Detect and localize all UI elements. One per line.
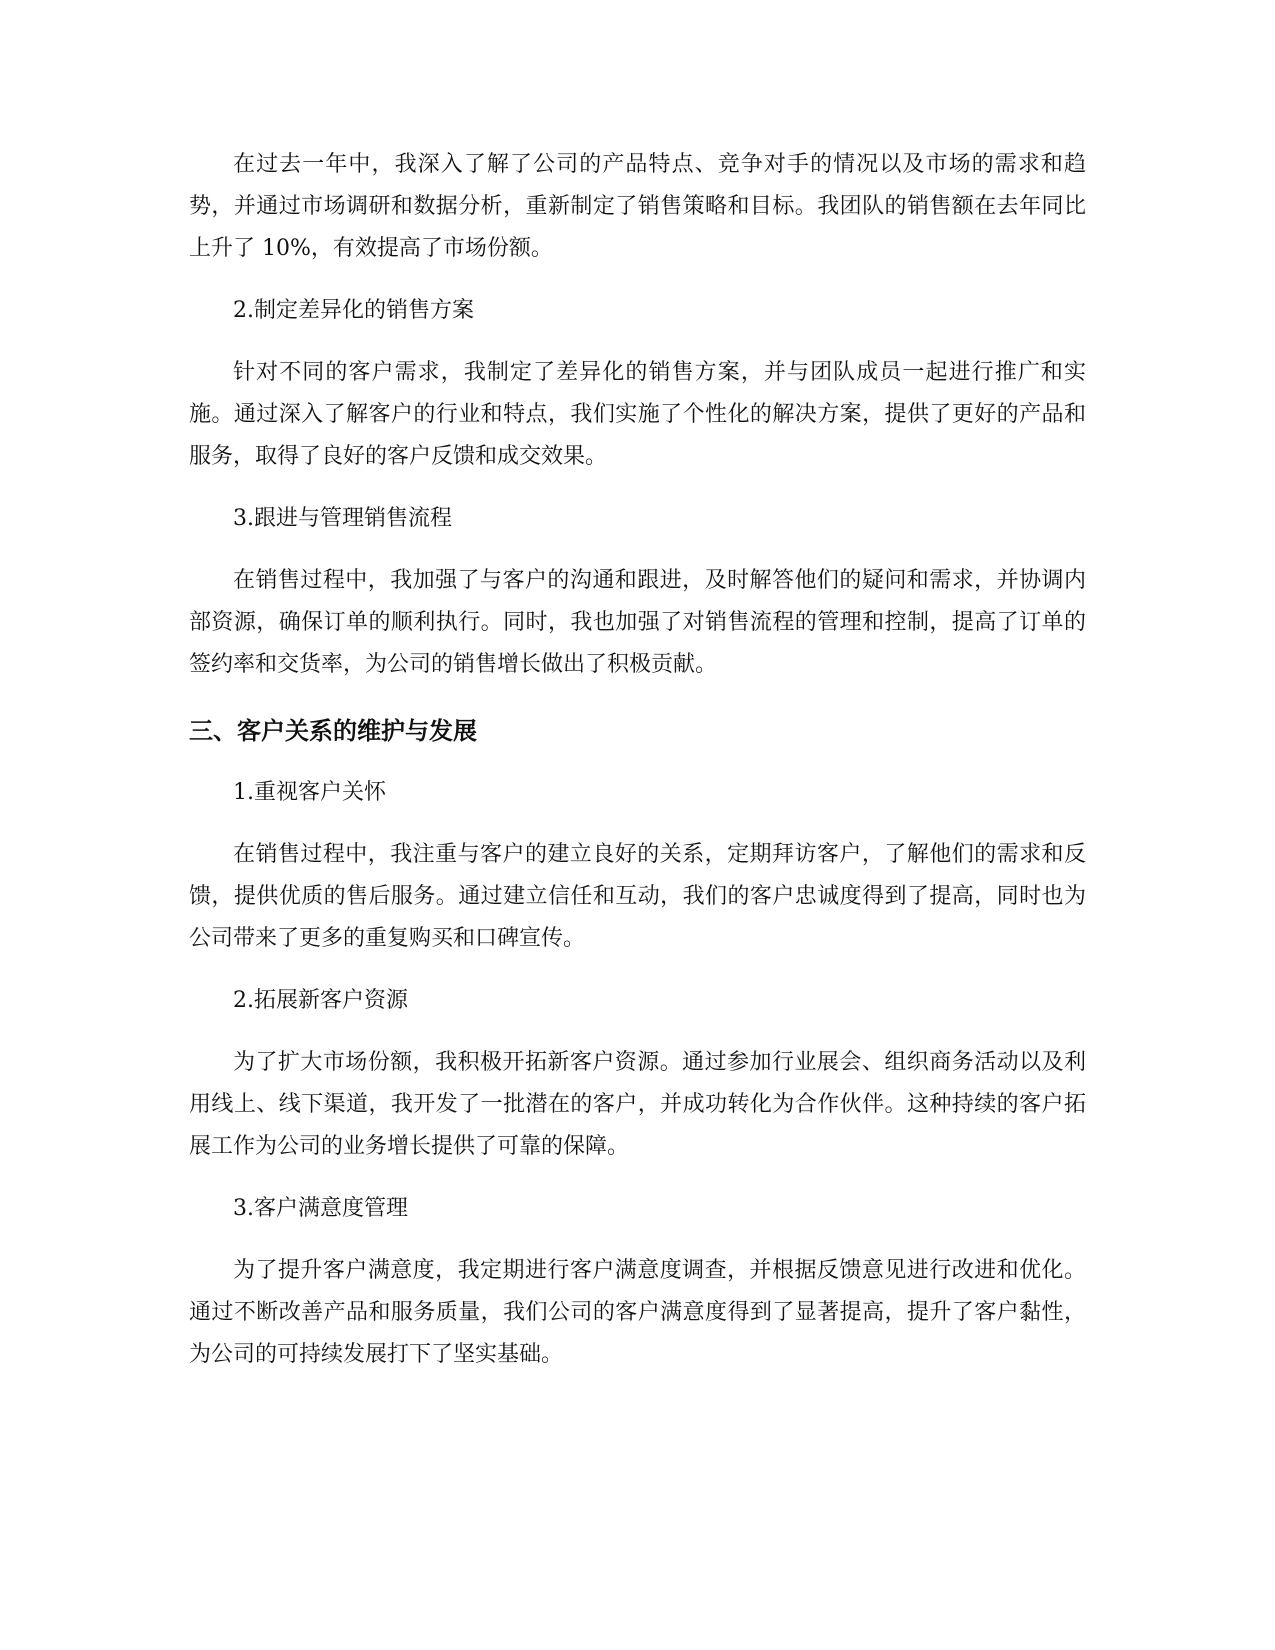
- paragraph-market-analysis: 在过去一年中，我深入了解了公司的产品特点、竞争对手的情况以及市场的需求和趋势，并通过市场调研和数据分析，重新制定了销售策略和目标。我团队的销售额在去年同比上升了 10%，有效提高了市场份额。: [189, 152, 1086, 261]
- subheading-differentiated-plan: 2.制定差异化的销售方案: [233, 298, 474, 323]
- paragraph-customer-care: 在销售过程中，我注重与客户的建立良好的关系，定期拜访客户，了解他们的需求和反馈，提供优质的售后服务。通过建立信任和互动，我们的客户忠诚度得到了提高，同时也为公司带来了更多的重复购买和口碑宣传。: [189, 842, 1086, 951]
- paragraph-satisfaction: 为了提升客户满意度，我定期进行客户满意度调查，并根据反馈意见进行改进和优化。通过不断改善产品和服务质量，我们公司的客户满意度得到了显著提高，提升了客户黏性，为公司的可持续发展打下了坚实基础。: [189, 1258, 1086, 1367]
- section-heading-customer-relations: 三、客户关系的维护与发展: [189, 717, 477, 745]
- subheading-new-customers: 2.拓展新客户资源: [233, 988, 408, 1013]
- subheading-satisfaction: 3.客户满意度管理: [233, 1196, 408, 1221]
- subheading-sales-process: 3.跟进与管理销售流程: [233, 506, 452, 531]
- paragraph-sales-process: 在销售过程中，我加强了与客户的沟通和跟进，及时解答他们的疑问和需求，并协调内部资源，确保订单的顺利执行。同时，我也加强了对销售流程的管理和控制，提高了订单的签约率和交货率，为公司的销售增长做出了积极贡献。: [189, 568, 1086, 677]
- paragraph-differentiated-plan: 针对不同的客户需求，我制定了差异化的销售方案，并与团队成员一起进行推广和实施。通过深入了解客户的行业和特点，我们实施了个性化的解决方案，提供了更好的产品和服务，取得了良好的客户反馈和成交效果。: [189, 360, 1086, 469]
- paragraph-new-customers: 为了扩大市场份额，我积极开拓新客户资源。通过参加行业展会、组织商务活动以及利用线上、线下渠道，我开发了一批潜在的客户，并成功转化为合作伙伴。这种持续的客户拓展工作为公司的业务增长提供了可靠的保障。: [189, 1050, 1086, 1159]
- document-page: [189, 144, 1086, 1376]
- subheading-customer-care: 1.重视客户关怀: [233, 780, 386, 805]
